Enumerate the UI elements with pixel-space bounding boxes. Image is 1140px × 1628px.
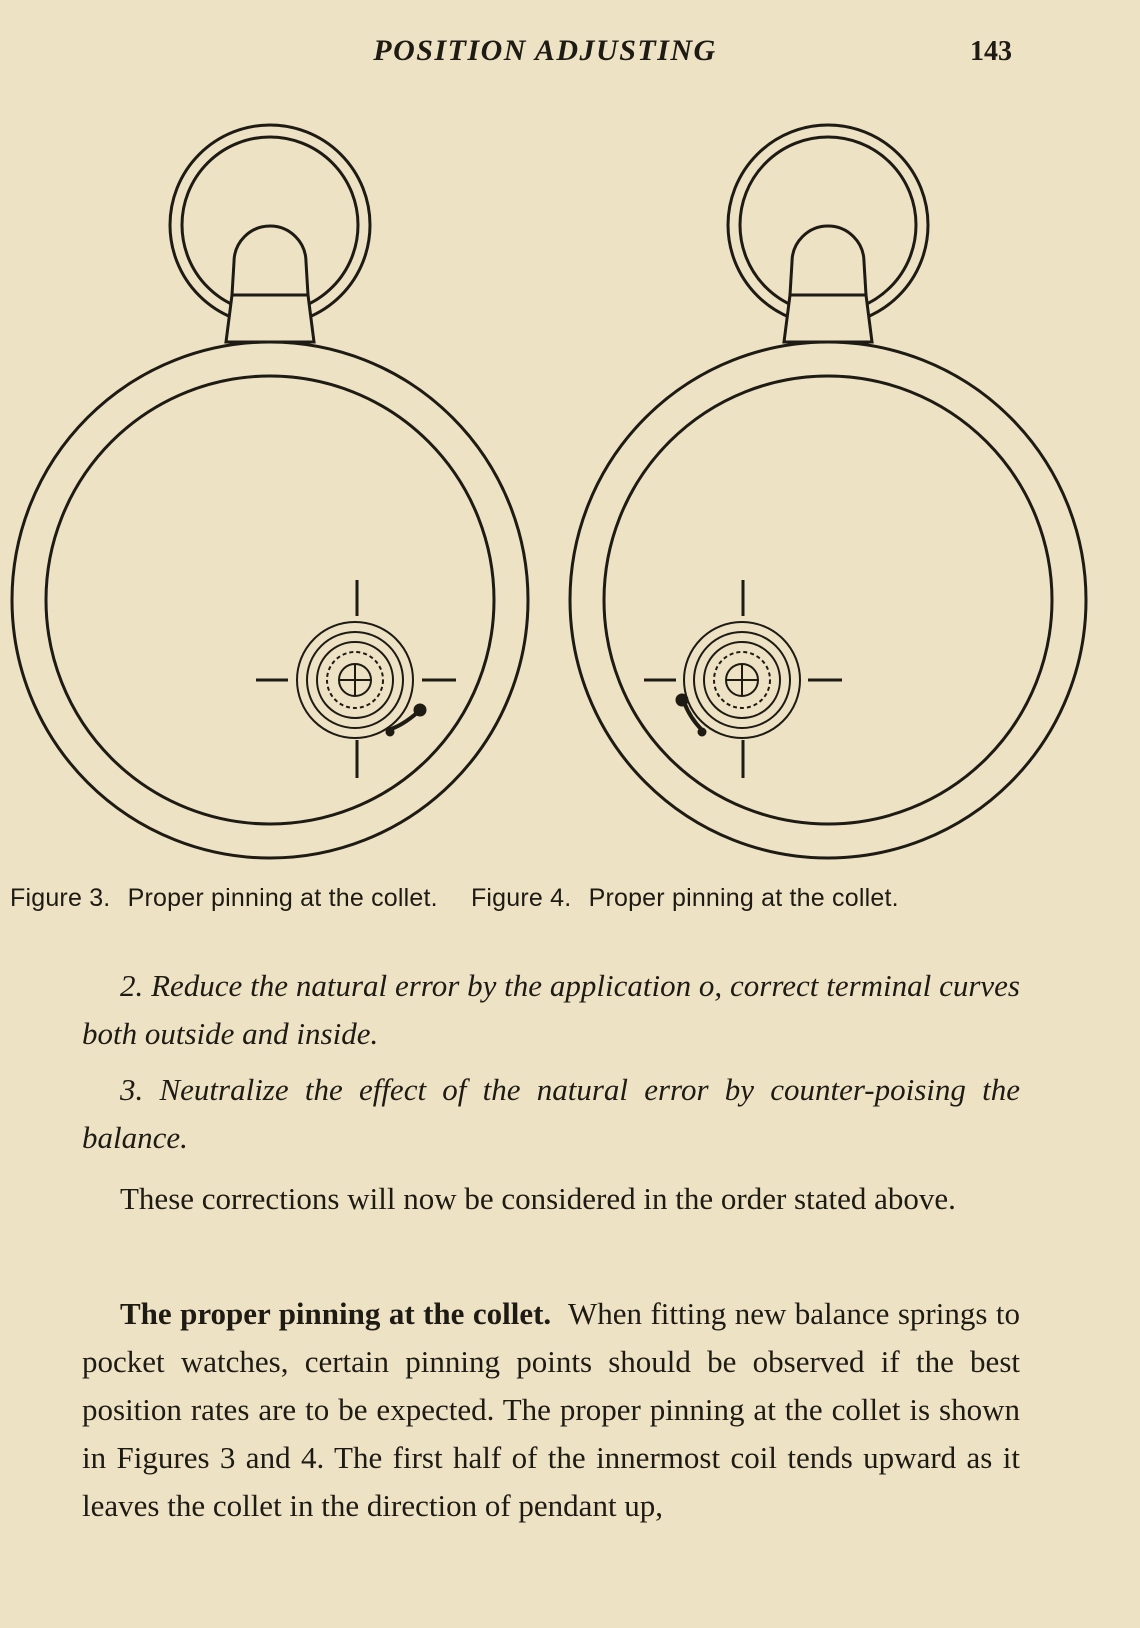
figure-3-watch-drawing — [12, 125, 528, 858]
section-heading: The proper pinning at the collet. — [120, 1296, 552, 1331]
page-number: 143 — [970, 36, 1012, 67]
figure-illustrations — [0, 115, 1140, 875]
figure-captions — [10, 884, 909, 913]
paragraph-corrections-text: These corrections will now be considered in the order stated above. — [120, 1181, 956, 1216]
figure-4-watch-drawing — [570, 125, 1086, 858]
figure-3-caption: Proper pinning at the collet. — [127, 884, 438, 912]
running-header: POSITION ADJUSTING — [373, 34, 717, 67]
paragraph-pinning-body: When fitting new balance springs to pocket watches, certain pinning points should be observed if the best position rates are to be expected. The proper pinning at the collet is shown in Figures 3 and 4. The first half of the innermost coil tends upward as it leaves the collet in the direction of pendant up, — [82, 1296, 1020, 1523]
list-item-3 — [82, 1066, 1020, 1162]
figure-4-label: Figure 4. — [470, 884, 572, 912]
list-item-2-text: 2. Reduce the natural error by the application o, correct terminal curves both outside and inside. — [82, 968, 1020, 1051]
paragraph-pinning — [82, 1290, 1020, 1530]
paragraph-pinning-text — [82, 1290, 1020, 1530]
figure-4-caption: Proper pinning at the collet. — [588, 884, 899, 912]
list-item-3-text: 3. Neutralize the effect of the natural error by counter-poising the balance. — [82, 1072, 1020, 1155]
figure-3-label: Figure 3. — [10, 884, 111, 912]
paragraph-corrections — [82, 1175, 1020, 1223]
list-item-2 — [82, 962, 1020, 1058]
